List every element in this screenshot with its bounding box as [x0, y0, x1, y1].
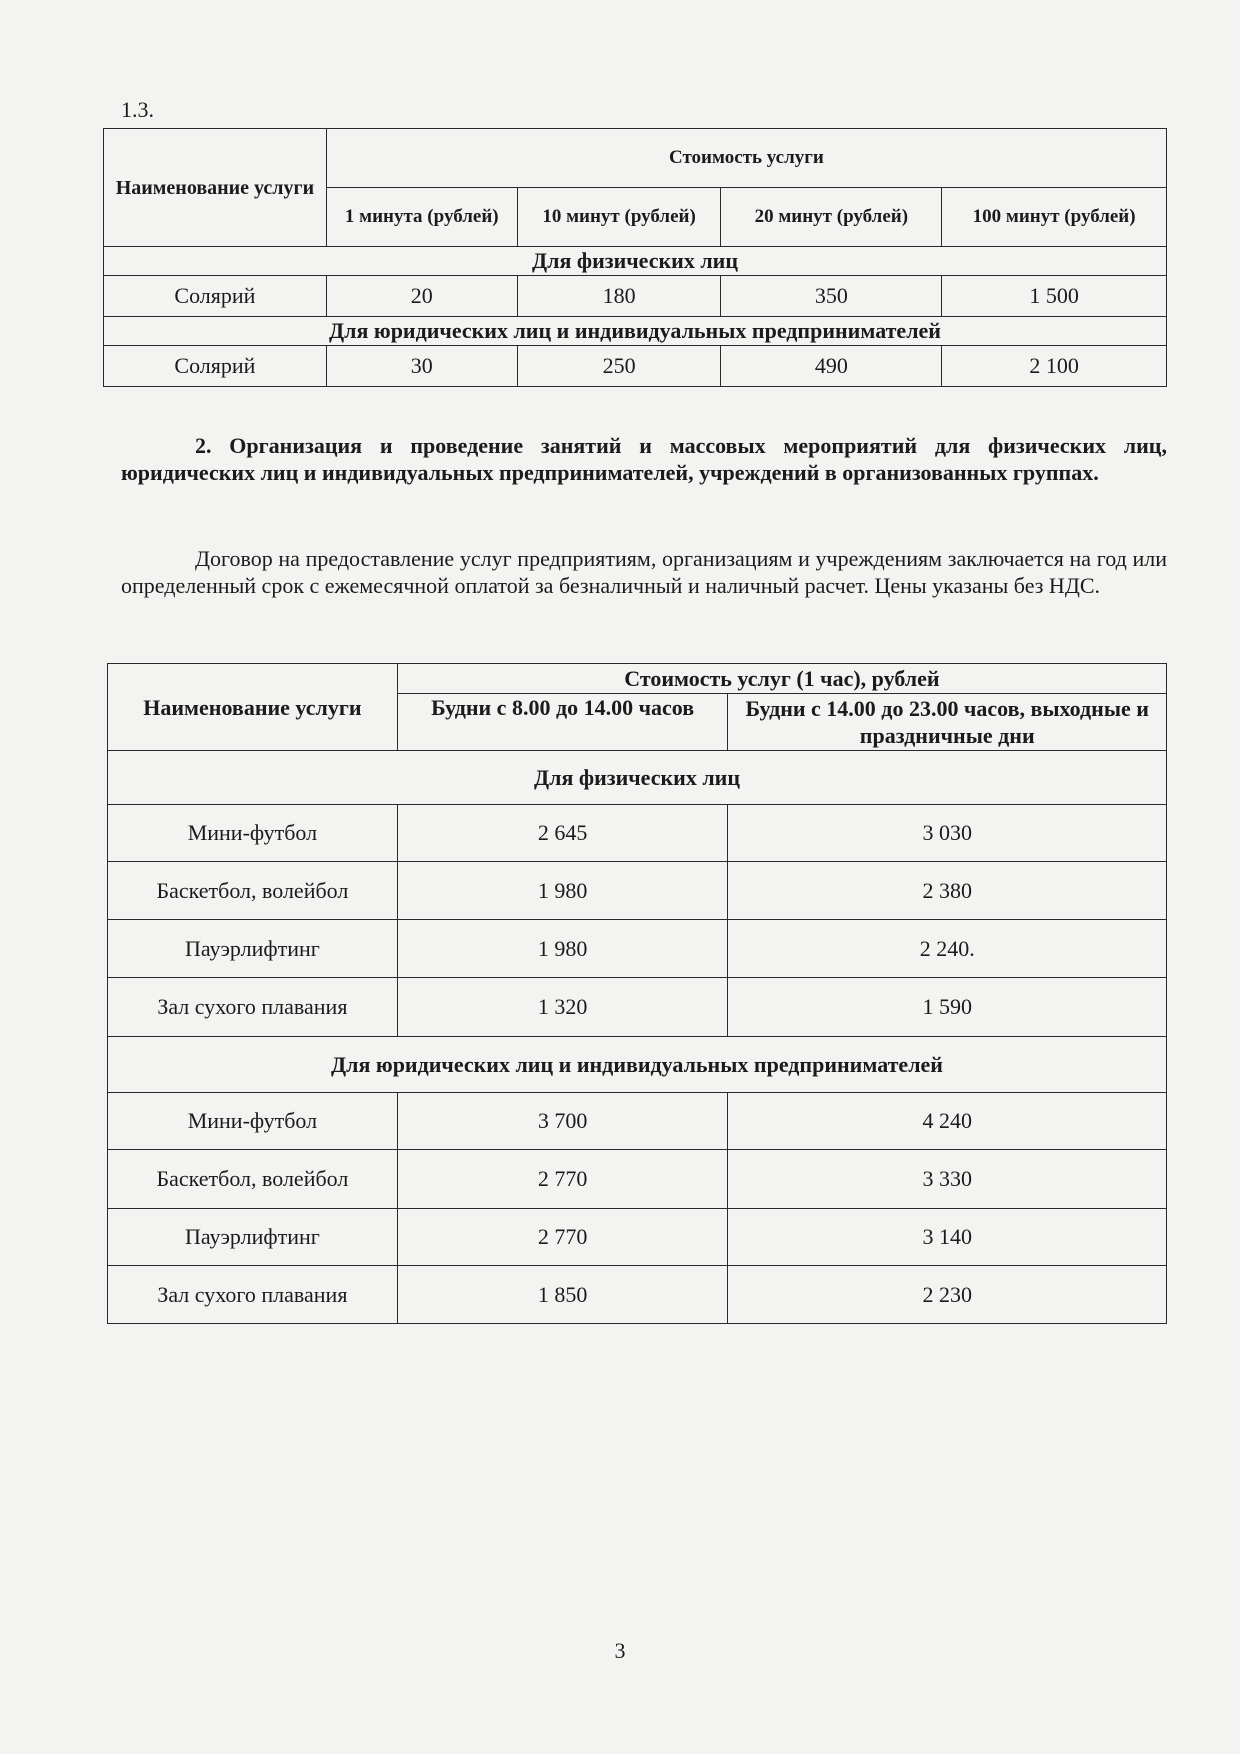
price-cell: 1 850 [397, 1266, 728, 1324]
service-name-cell: Пауэрлифтинг [108, 920, 398, 978]
table-row [108, 1266, 1167, 1324]
table2-group-title: Для физических лиц [108, 751, 1167, 805]
price-cell: 3 330 [728, 1150, 1167, 1209]
table2-column-header: Будни с 14.00 до 23.00 часов, выходные и праздничные дни [728, 694, 1167, 751]
table1-column-header: 1 минута (рублей) [326, 188, 517, 247]
price-cell: 3 700 [397, 1093, 728, 1150]
price-cell: 20 [326, 276, 517, 317]
section-2-paragraph: Договор на предоставление услуг предприятиям, организациям и учреждениям заключается на год или определенный срок с ежемесячной оплатой за безналичный и наличный расчет. Цены указаны без НДС. [121, 546, 1167, 598]
price-cell: 2 380 [728, 862, 1167, 920]
price-cell: 3 140 [728, 1209, 1167, 1266]
table2-group-title: Для юридических лиц и индивидуальных предпринимателей [108, 1037, 1167, 1093]
table-row [108, 1209, 1167, 1266]
table-row [108, 862, 1167, 920]
service-name-cell: Пауэрлифтинг [108, 1209, 398, 1266]
table1-column-header: 100 минут (рублей) [942, 188, 1167, 247]
table1-column-header: 20 минут (рублей) [721, 188, 942, 247]
price-cell: 2 770 [397, 1150, 728, 1209]
price-cell: 250 [517, 346, 721, 387]
price-cell: 30 [326, 346, 517, 387]
price-cell: 1 980 [397, 920, 728, 978]
section-number: 1.3. [121, 97, 154, 122]
table1-name-header: Наименование услуги [104, 129, 327, 247]
service-name-cell: Мини-футбол [108, 1093, 398, 1150]
table1-column-header: 10 минут (рублей) [517, 188, 721, 247]
table-row [104, 276, 1167, 317]
service-name-cell: Баскетбол, волейбол [108, 862, 398, 920]
price-cell: 1 500 [942, 276, 1167, 317]
price-cell: 1 320 [397, 978, 728, 1037]
table-row [108, 805, 1167, 862]
service-name-cell: Солярий [104, 276, 327, 317]
hall-rental-price-table [107, 663, 1167, 1324]
service-name-cell: Мини-футбол [108, 805, 398, 862]
table-row [108, 1093, 1167, 1150]
price-cell: 3 030 [728, 805, 1167, 862]
table2-column-header: Будни с 8.00 до 14.00 часов [397, 694, 728, 751]
table1-group-title: Для юридических лиц и индивидуальных предпринимателей [104, 317, 1167, 346]
solarium-price-table [103, 128, 1167, 387]
price-cell: 2 100 [942, 346, 1167, 387]
table1-group-title: Для физических лиц [104, 247, 1167, 276]
price-cell: 1 980 [397, 862, 728, 920]
price-cell: 4 240 [728, 1093, 1167, 1150]
table1-cost-header: Стоимость услуги [326, 129, 1166, 188]
table-row [104, 346, 1167, 387]
table2-cost-header: Стоимость услуг (1 час), рублей [397, 664, 1166, 694]
section-2-heading: 2. Организация и проведение занятий и массовых мероприятий для физических лиц, юридических лиц и индивидуальных предпринимателей, учреждений в организованных группах. [121, 433, 1167, 485]
service-name-cell: Зал сухого плавания [108, 978, 398, 1037]
table2-name-header: Наименование услуги [108, 664, 398, 751]
price-cell: 2 770 [397, 1209, 728, 1266]
service-name-cell: Зал сухого плавания [108, 1266, 398, 1324]
price-cell: 2 645 [397, 805, 728, 862]
table-row [108, 1150, 1167, 1209]
price-cell: 350 [721, 276, 942, 317]
price-cell: 2 230 [728, 1266, 1167, 1324]
price-cell: 180 [517, 276, 721, 317]
page-number: 3 [614, 1638, 626, 1663]
table-row [108, 978, 1167, 1037]
table-row [108, 920, 1167, 978]
price-cell: 1 590 [728, 978, 1167, 1037]
service-name-cell: Солярий [104, 346, 327, 387]
price-cell: 490 [721, 346, 942, 387]
price-cell: 2 240. [728, 920, 1167, 978]
service-name-cell: Баскетбол, волейбол [108, 1150, 398, 1209]
